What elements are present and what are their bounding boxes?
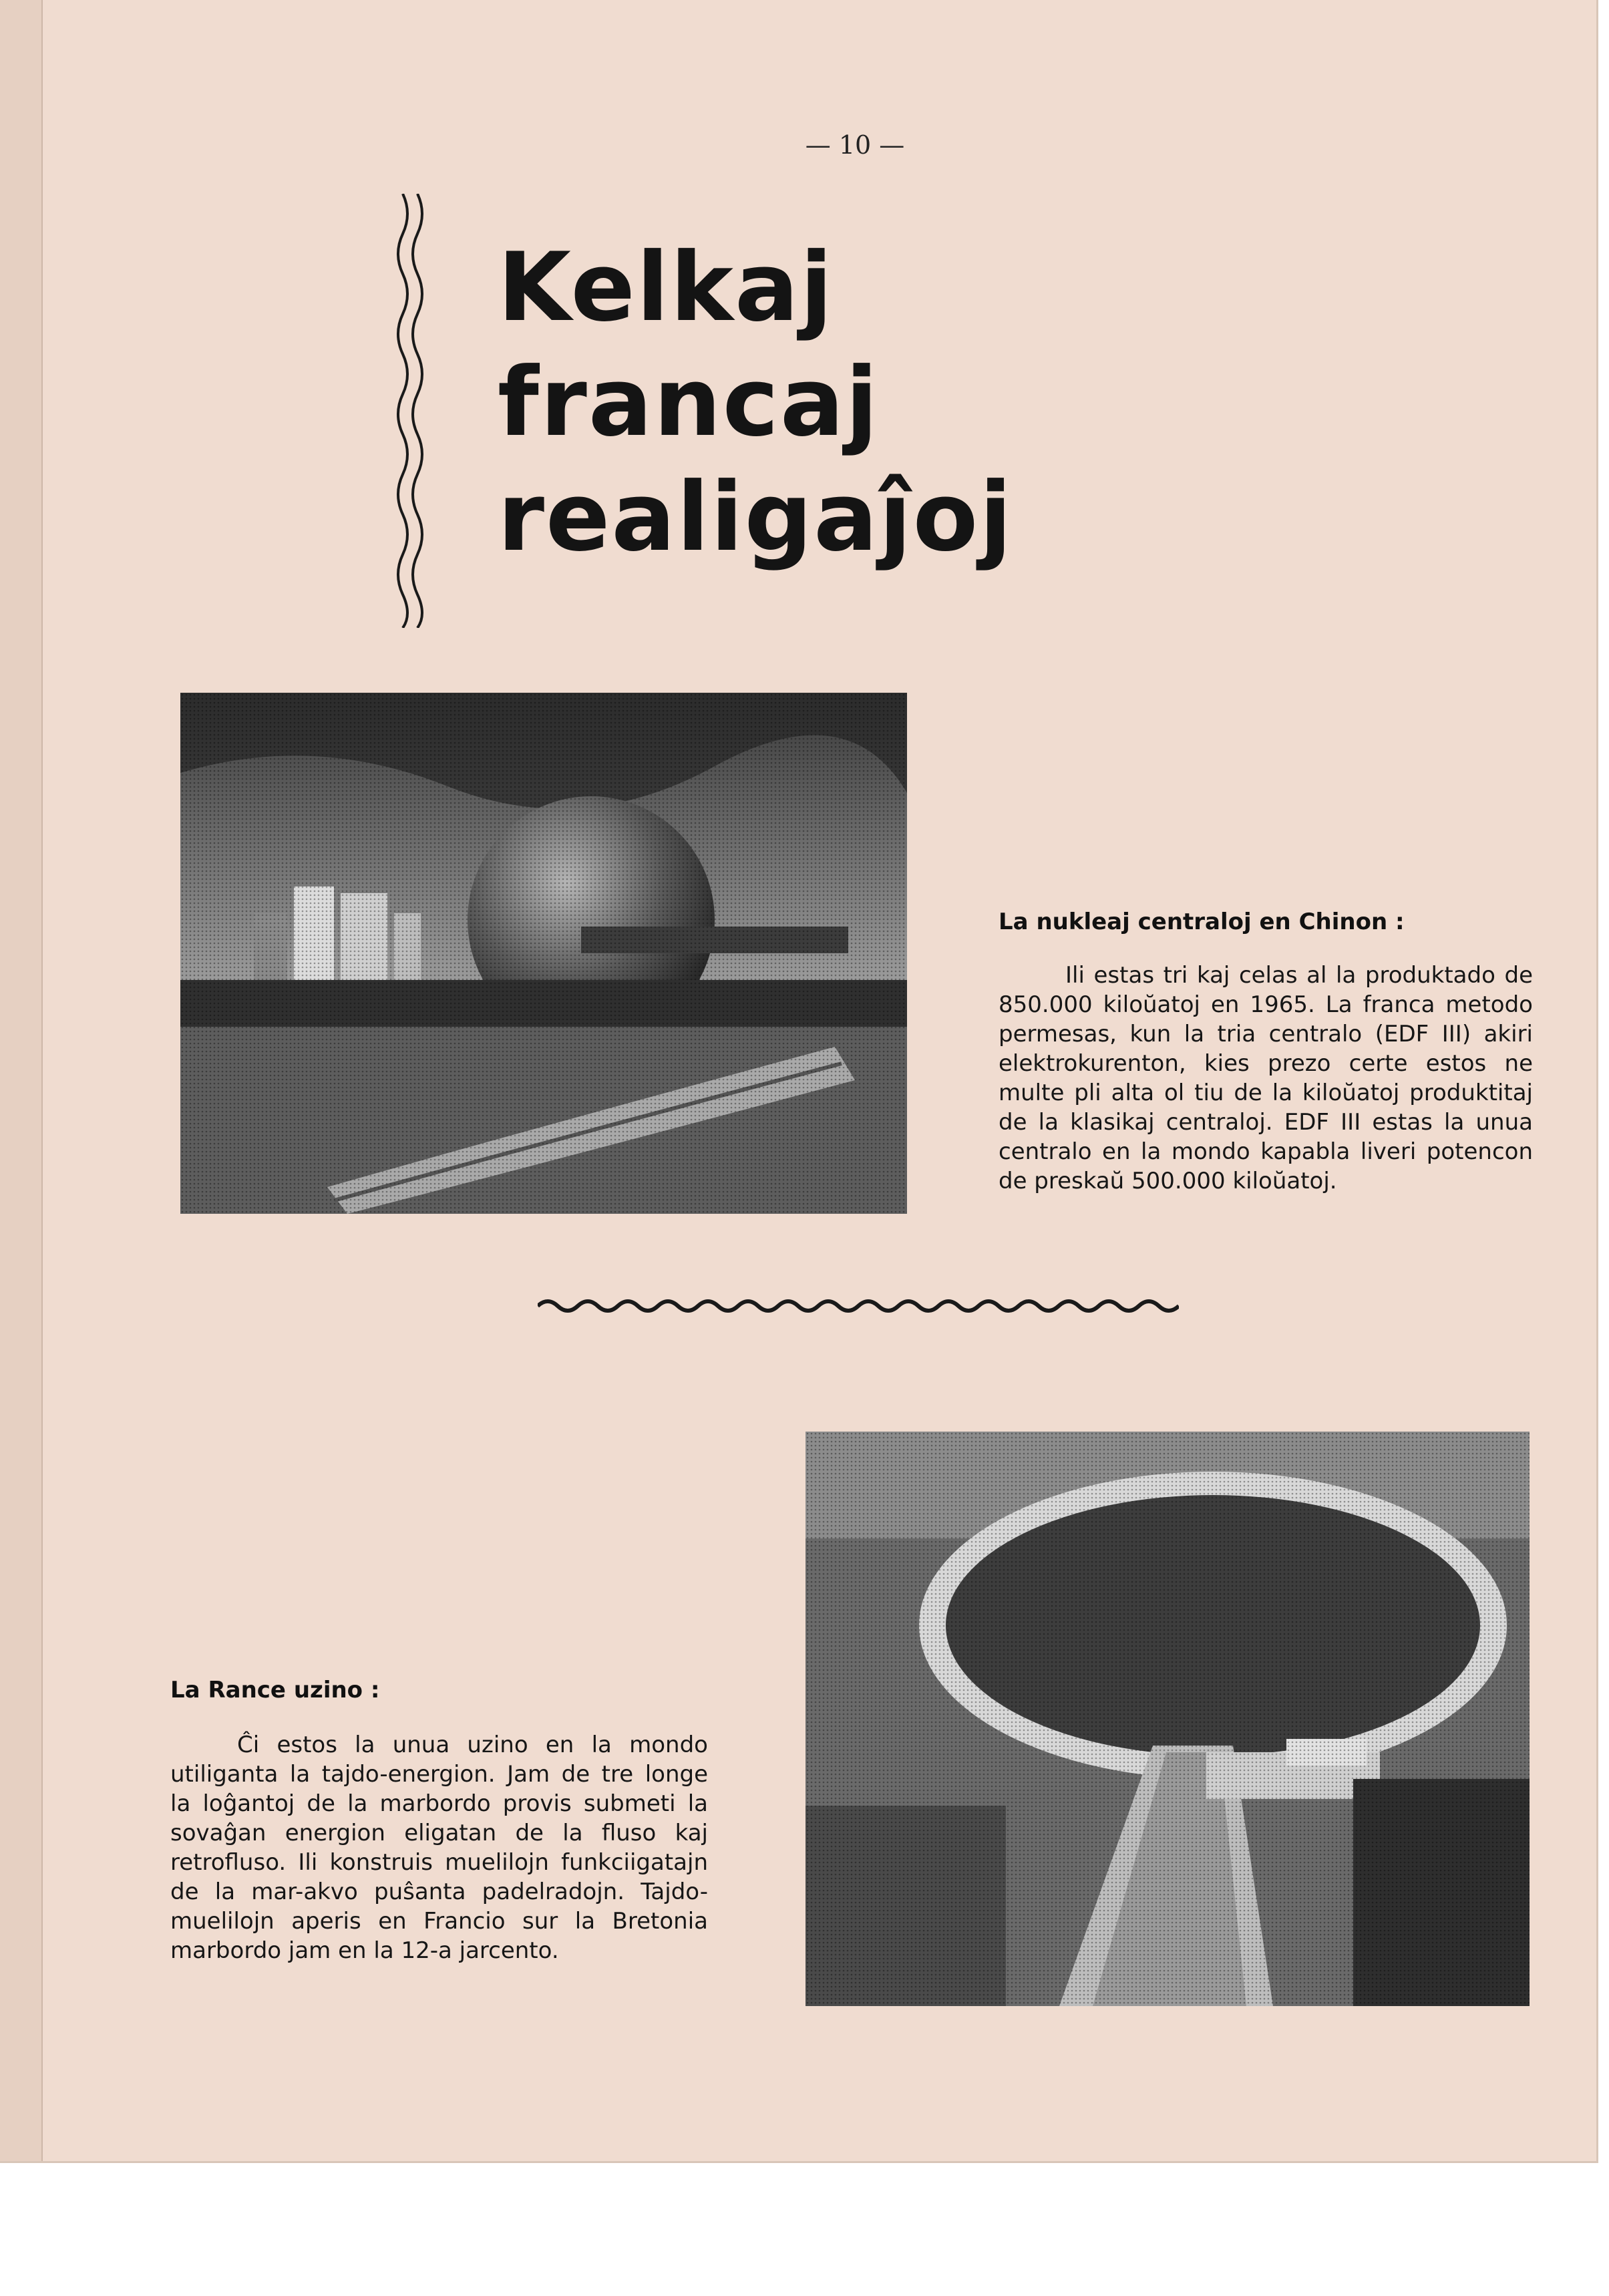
chinon-caption-title: La nukleaj centraloj en Chinon : (999, 909, 1405, 935)
title-line-1: Kelkaj (498, 232, 834, 343)
title-line-3: realigaĵoj (498, 462, 1013, 572)
page-number: — 10 — (805, 130, 905, 160)
wavy-separator (538, 1293, 1179, 1319)
article-title (498, 230, 1013, 575)
chinon-nuclear-plant-photo (180, 693, 907, 1214)
chinon-caption-text: Ili estas tri kaj celas al la produktado de 850.000 kiloŭatoj en 1965. La franca metodo permesas, kun la tria centralo (EDF III) akiri elektrokurenton, kies prezo certe estos ne multe pli alta ol tiu de la kiloŭatoj produktitaj de la klasikaj centraloj. EDF III estas la unua centralo en la mondo kapabla liveri potencon de preskaŭ 500.000 kiloŭatoj. (999, 962, 1533, 1194)
rance-caption-title: La Rance uzino : (170, 1677, 380, 1703)
wavy-title-rule (391, 194, 431, 628)
title-line-2: francaj (498, 347, 880, 458)
rance-caption-text: Ĉi estos la unua uzino en la mondo utiliganta la tajdo-energion. Jam de tre longe la loĝantoj de la marbordo provis submeti la sovaĝan energion eligatan de la fluso kaj retrofluso. Ili konstruis muelilojn funkciigatajn de la mar-akvo puŝanta padelradojn. Tajdo-muelilojn aperis en Francio sur la Bretonia marbordo jam en la 12-a jarcento. (170, 1732, 708, 1964)
rance-tidal-plant-photo (806, 1432, 1530, 2006)
page-binding-edge (0, 0, 43, 2161)
